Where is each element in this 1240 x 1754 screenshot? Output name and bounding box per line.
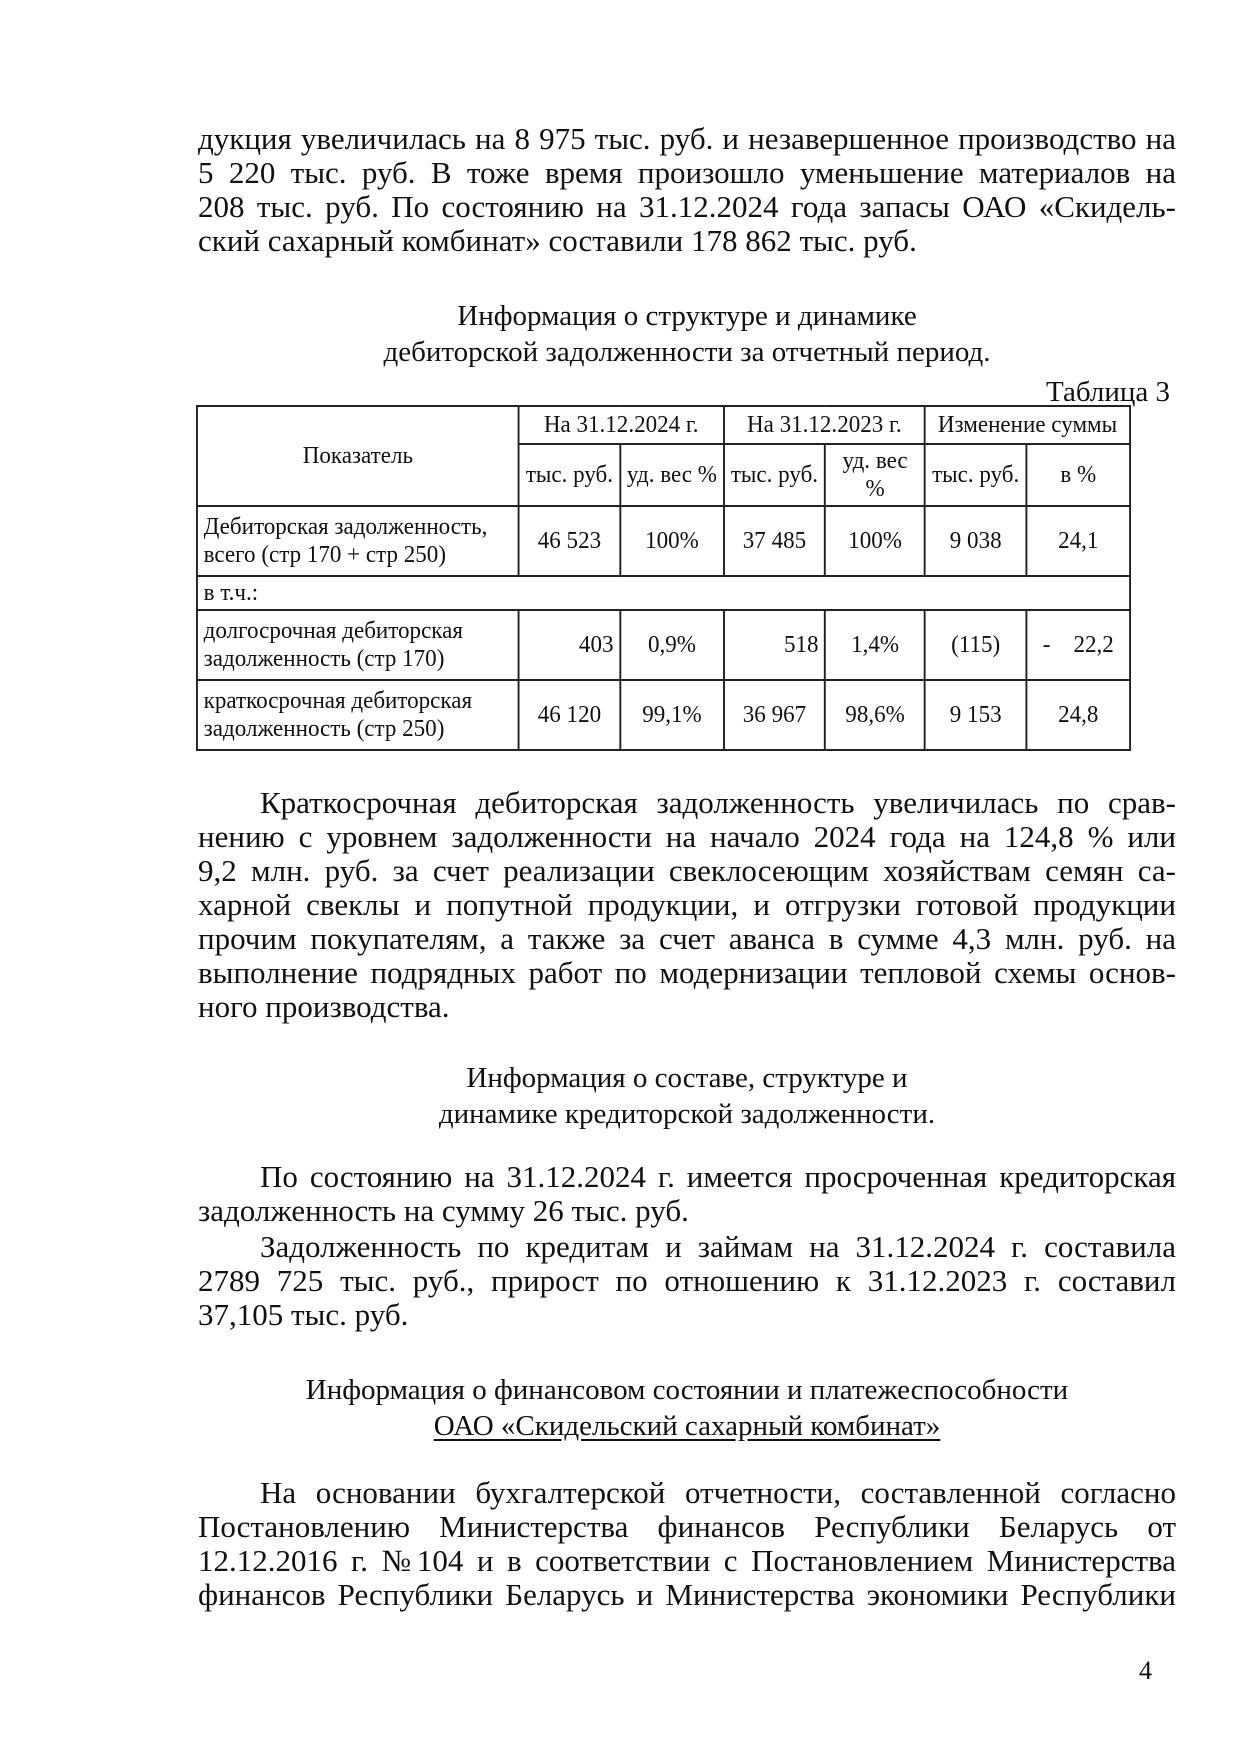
paragraph-line: ного производства. — [198, 989, 450, 1024]
heading-line-underlined: ОАО «Скидельский сахарный комбинат» — [433, 1410, 941, 1442]
heading-line: Информация о составе, структуре и — [466, 1062, 908, 1094]
heading-line: Информация о структуре и динамике — [457, 300, 917, 332]
row-label: краткосрочная дебиторская задолженность (стр 250) — [197, 680, 519, 750]
paragraph-line: финансов Республики Беларусь и Министерства экономики Республики — [198, 1577, 1176, 1612]
row-label: долгосрочная дебиторская задолженность (стр 170) — [197, 610, 519, 680]
paragraph-line: 12.12.2016 г. №104 и в соответствии с Постановлением Министерства — [198, 1543, 1176, 1578]
cell-share-2024: 99,1% — [620, 680, 724, 750]
paragraph-line: Краткосрочная дебиторская задолженность увеличилась по срав- — [260, 785, 1176, 820]
paragraph-line: 37,105 тыс. руб. — [198, 1297, 409, 1332]
table-row — [197, 610, 1130, 680]
paragraph-line: 5 220 тыс. руб. В тоже время произошло уменьшение материалов на — [198, 155, 1176, 190]
paragraph-line: Задолженность по кредитам и займам на 31.12.2024 г. составила — [260, 1229, 1176, 1264]
heading-line: дебиторской задолженности за отчетный период. — [383, 336, 991, 368]
cell-change-abs: 9 153 — [925, 680, 1027, 750]
cell-change-abs: 9 038 — [925, 506, 1027, 576]
cell-change-pct: 24,8 — [1026, 680, 1130, 750]
paragraph-line: прочим покупателям, а также за счет аванса в сумме 4,3 млн. руб. на — [198, 921, 1176, 956]
table-row — [197, 576, 1130, 610]
subheader-share: уд. вес % — [620, 444, 724, 506]
cell-value-2023: 37 485 — [724, 506, 826, 576]
page-number: 4 — [1139, 1656, 1152, 1685]
table-row — [197, 506, 1130, 576]
subheader-share: уд. вес % — [825, 444, 925, 506]
paragraph-line: Постановлению Министерства финансов Республики Беларусь от — [198, 1509, 1176, 1544]
paragraph-line: ский сахарный комбинат» составили 178 862 тыс. руб. — [198, 223, 917, 258]
cell-share-2023: 98,6% — [825, 680, 925, 750]
cell-value-2024: 46 120 — [519, 680, 621, 750]
cell-value-2024: 46 523 — [519, 506, 621, 576]
paragraph-line: дукция увеличилась на 8 975 тыс. руб. и незавершенное производство на — [198, 121, 1176, 156]
row-label: Дебиторская задолженность, всего (стр 170 + стр 250) — [197, 506, 519, 576]
paragraph-line: харной свеклы и попутной продукции, и отгрузки готовой продукции — [198, 887, 1176, 922]
paragraph-line: нению с уровнем задолженности на начало 2024 года на 124,8 % или — [198, 819, 1176, 854]
payables-heading — [198, 1060, 1176, 1132]
cell-value-2023: 36 967 — [724, 680, 826, 750]
header-2023: На 31.12.2023 г. — [724, 406, 925, 444]
header-2024: На 31.12.2024 г. — [519, 406, 724, 444]
cell-change-pct: - 22,2 — [1026, 610, 1130, 680]
paragraph-line: По состоянию на 31.12.2024 г. имеется просроченная кредиторская — [260, 1159, 1176, 1194]
cell-share-2024: 100% — [620, 506, 724, 576]
overdue-paragraph — [198, 1160, 1176, 1228]
table-caption: Таблица 3 — [1045, 376, 1170, 408]
basis-paragraph — [198, 1476, 1176, 1612]
cell-share-2023: 100% — [825, 506, 925, 576]
intro-paragraph — [198, 122, 1176, 258]
cell-change-pct: 24,1 — [1026, 506, 1130, 576]
table-row — [197, 680, 1130, 750]
cell-share-2023: 1,4% — [825, 610, 925, 680]
header-change: Изменение суммы — [925, 406, 1130, 444]
loans-paragraph — [198, 1230, 1176, 1332]
subheader-thousand-rub: тыс. руб. — [724, 444, 826, 506]
subheader-thousand-rub: тыс. руб. — [519, 444, 621, 506]
short-term-paragraph — [198, 786, 1176, 1024]
cell-share-2024: 0,9% — [620, 610, 724, 680]
header-indicator: Показатель — [197, 406, 519, 506]
paragraph-line: выполнение подрядных работ по модернизации тепловой схемы основ- — [198, 955, 1176, 990]
paragraph-line: задолженность на сумму 26 тыс. руб. — [198, 1193, 689, 1228]
paragraph-line: 9,2 млн. руб. за счет реализации свеклосеющим хозяйствам семян са- — [198, 853, 1176, 888]
subheader-including: в т.ч.: — [197, 576, 1130, 610]
heading-line: Информация о финансовом состоянии и платежеспособности — [305, 1374, 1069, 1406]
subheader-thousand-rub: тыс. руб. — [925, 444, 1027, 506]
paragraph-line: 208 тыс. руб. По состоянию на 31.12.2024 года запасы ОАО «Скидель- — [198, 189, 1176, 224]
paragraph-line: 2789 725 тыс. руб., прирост по отношению к 31.12.2023 г. составил — [198, 1263, 1176, 1298]
financial-heading — [198, 1372, 1176, 1444]
paragraph-line: На основании бухгалтерской отчетности, составленной согласно — [260, 1475, 1176, 1510]
cell-value-2023: 518 — [724, 610, 826, 680]
subheader-percent: в % — [1026, 444, 1130, 506]
receivables-heading — [198, 298, 1176, 370]
heading-line: динамике кредиторской задолженности. — [438, 1098, 936, 1130]
cell-value-2024: 403 — [519, 610, 621, 680]
receivables-table — [196, 405, 1131, 751]
cell-change-abs: (115) — [925, 610, 1027, 680]
